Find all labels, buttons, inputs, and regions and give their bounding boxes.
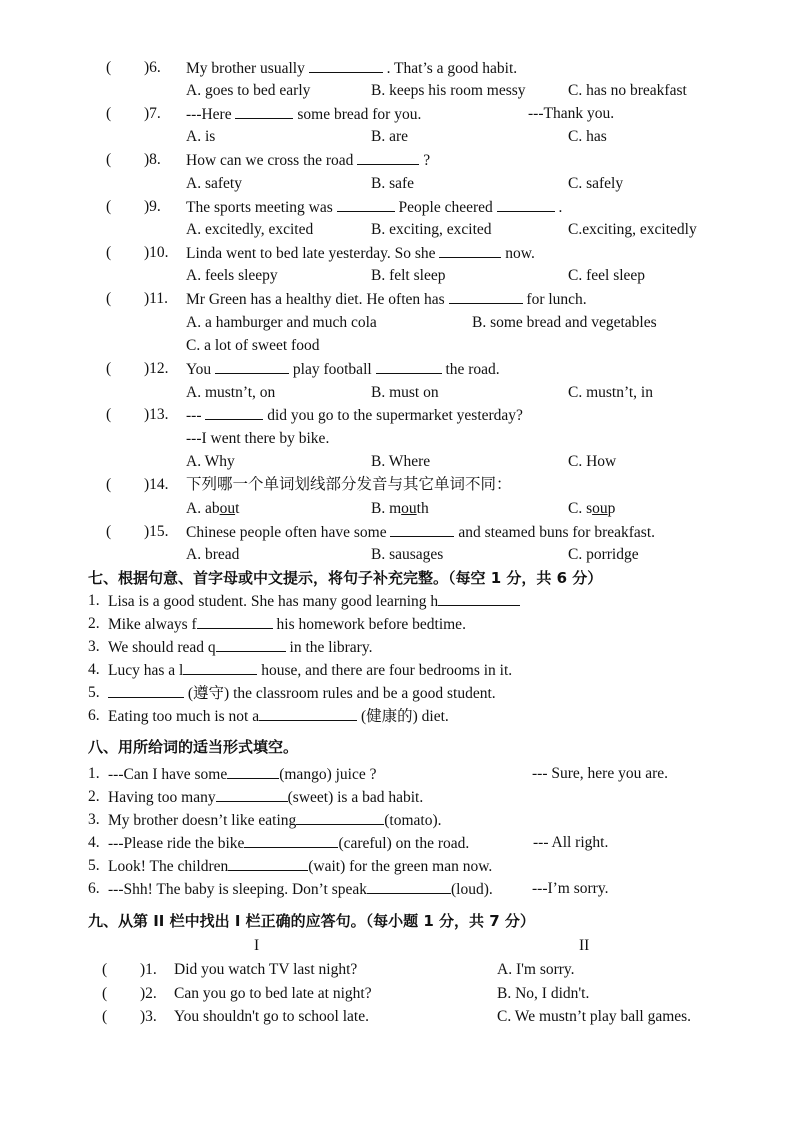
- option-text: A. ab: [186, 500, 220, 517]
- option-text: C.exciting, excitedly: [568, 221, 697, 238]
- sentence-text: Having too many: [108, 789, 216, 806]
- answer-bracket-open: [102, 984, 107, 1004]
- sentence-text: My brother doesn’t like eating: [108, 812, 297, 829]
- question-number-label: 2.: [145, 985, 157, 1002]
- question-stem: [186, 197, 562, 218]
- bracket-open: (: [106, 105, 112, 122]
- match-question: [174, 960, 357, 980]
- question-number: [144, 359, 169, 379]
- sentence-text: (careful) on the road.: [338, 835, 470, 852]
- item-number: 3.: [88, 811, 100, 828]
- question-number: [140, 1007, 157, 1027]
- answer-blank[interactable]: [259, 706, 357, 721]
- option-c[interactable]: [568, 266, 645, 286]
- option-text: B. m: [371, 500, 402, 517]
- option-text: th: [416, 500, 429, 517]
- fill-sentence: [108, 810, 442, 831]
- option-text: t: [235, 500, 240, 517]
- answer-bracket-open: [106, 522, 111, 542]
- answer-bracket-open: [106, 150, 111, 170]
- reply-text: ---I’m sorry.: [532, 880, 609, 897]
- option-text: A. mustn’t, on: [186, 384, 276, 401]
- stem-text: People cheered: [398, 199, 493, 216]
- option-c[interactable]: [568, 383, 653, 403]
- reply-text: --- All right.: [533, 834, 609, 851]
- question-number-label: 6.: [149, 59, 161, 76]
- sentence-text: in the library.: [289, 639, 373, 656]
- stem-text: .: [558, 199, 563, 216]
- question-number: [144, 289, 168, 309]
- answer-text: C. We mustn’t play ball games.: [497, 1008, 692, 1025]
- option-text: B. keeps his room messy: [371, 82, 526, 99]
- match-answer: [497, 984, 589, 1004]
- bracket-close: ): [144, 406, 150, 423]
- sentence-text: Mike always f: [108, 616, 197, 633]
- fill-sentence: [108, 683, 496, 704]
- answer-blank[interactable]: [216, 637, 286, 652]
- option-c[interactable]: [568, 545, 639, 565]
- reply-text: [533, 833, 608, 853]
- item-number: [88, 764, 100, 784]
- item-number: 2.: [88, 788, 100, 805]
- question-number-label: 7.: [149, 105, 161, 122]
- bracket-close: ): [144, 476, 150, 493]
- section-heading: [88, 737, 298, 757]
- option-c[interactable]: [568, 174, 623, 194]
- question-number-label: 12.: [149, 360, 169, 377]
- item-number: 4.: [88, 661, 100, 678]
- question-text: Did you watch TV last night?: [174, 961, 358, 978]
- answer-blank[interactable]: [309, 58, 383, 73]
- answer-blank[interactable]: [439, 243, 501, 258]
- bracket-open: (: [102, 985, 108, 1002]
- question-number: [140, 984, 157, 1004]
- question-number-label: 9.: [149, 198, 161, 215]
- item-number: [88, 637, 100, 657]
- question-number: [144, 197, 161, 217]
- option-b[interactable]: [472, 313, 657, 333]
- question-stem: [186, 289, 587, 310]
- bracket-open: (: [106, 406, 112, 423]
- sentence-text: house, and there are four bedrooms in it.: [261, 662, 513, 679]
- bracket-close: ): [140, 1008, 146, 1025]
- sentence-text: We should read q: [108, 639, 216, 656]
- fill-sentence: [108, 614, 466, 635]
- answer-bracket-open: [102, 1007, 107, 1027]
- option-b[interactable]: [371, 220, 492, 240]
- question-stem: [186, 104, 421, 125]
- answer-text: B. No, I didn't.: [497, 985, 590, 1002]
- answer-blank[interactable]: [235, 104, 293, 119]
- fill-sentence: [108, 833, 469, 854]
- option-b[interactable]: [371, 266, 445, 286]
- reply-text: [532, 879, 608, 899]
- option-text: A. Why: [186, 453, 235, 470]
- question-number: [144, 405, 169, 425]
- option-c[interactable]: [568, 499, 615, 519]
- bracket-open: (: [106, 360, 112, 377]
- option-b[interactable]: [371, 545, 443, 565]
- answer-blank[interactable]: [216, 787, 288, 802]
- option-text: p: [607, 500, 616, 517]
- question-number-label: 10.: [149, 244, 169, 261]
- option-a[interactable]: [186, 313, 377, 333]
- option-text: C. has no breakfast: [568, 82, 687, 99]
- stem-text: How can we cross the road: [186, 152, 354, 169]
- item-number: 1.: [88, 765, 100, 782]
- stem-text: for lunch.: [526, 291, 587, 308]
- answer-bracket-open: [106, 289, 111, 309]
- reply-text: ---Thank you.: [528, 105, 615, 122]
- stem-text: 下列哪一个单词划线部分发音与其它单词不同：: [186, 476, 512, 493]
- answer-blank[interactable]: [215, 359, 289, 374]
- section-heading: [88, 911, 535, 931]
- question-number-label: 13.: [149, 406, 169, 423]
- reply-text: --- Sure, here you are.: [532, 765, 668, 782]
- answer-bracket-open: [106, 475, 111, 495]
- question-reply: [186, 429, 329, 449]
- sentence-text: (tomato).: [384, 812, 442, 829]
- question-number: [144, 475, 169, 495]
- question-number: [144, 150, 161, 170]
- stem-text: . That’s a good habit.: [386, 60, 518, 77]
- answer-blank[interactable]: [337, 197, 395, 212]
- option-b[interactable]: [371, 499, 429, 519]
- option-a[interactable]: [186, 127, 215, 147]
- answer-blank[interactable]: [296, 810, 384, 825]
- question-number-label: 14.: [149, 476, 169, 493]
- bracket-open: (: [106, 151, 112, 168]
- item-number: [88, 879, 100, 899]
- item-number: [88, 810, 100, 830]
- item-number: [88, 833, 100, 853]
- option-c[interactable]: [568, 220, 697, 240]
- stem-text: did you go to the supermarket yesterday?: [267, 407, 523, 424]
- item-number: [88, 591, 100, 611]
- stem-text: the road.: [445, 361, 500, 378]
- sentence-text: (mango) juice ?: [279, 766, 377, 783]
- sentence-text: Look! The children: [108, 858, 229, 875]
- stem-text: You: [186, 361, 212, 378]
- bracket-close: ): [144, 105, 150, 122]
- option-text: B. must on: [371, 384, 439, 401]
- answer-blank[interactable]: [497, 197, 555, 212]
- sentence-text: Eating too much is not a: [108, 708, 260, 725]
- sentence-text: Lucy has a l: [108, 662, 184, 679]
- option-c[interactable]: [568, 127, 607, 147]
- question-number-label: 15.: [149, 523, 169, 540]
- option-text: A. excitedly, excited: [186, 221, 314, 238]
- option-text: C. has: [568, 128, 607, 145]
- option-b[interactable]: [371, 81, 526, 101]
- match-question: [174, 984, 372, 1004]
- option-a[interactable]: [186, 266, 278, 286]
- fill-sentence: [108, 706, 449, 727]
- option-text: C. mustn’t, in: [568, 384, 653, 401]
- answer-bracket-open: [106, 58, 111, 78]
- stem-text: ---: [186, 407, 202, 424]
- question-stem: [186, 150, 430, 171]
- sentence-text: (健康的) diet.: [360, 708, 449, 725]
- answer-blank[interactable]: [227, 764, 279, 779]
- option-text: C. How: [568, 453, 617, 470]
- item-number: [88, 683, 100, 703]
- question-number-label: 3.: [145, 1008, 157, 1025]
- sentence-text: ---Shh! The baby is sleeping. Don’t speak: [108, 881, 368, 898]
- answer-blank[interactable]: [108, 683, 184, 698]
- fill-sentence: [108, 856, 492, 877]
- item-number: 2.: [88, 615, 100, 632]
- fill-sentence: [108, 879, 493, 900]
- option-a[interactable]: [186, 452, 235, 472]
- answer-bracket-open: [106, 359, 111, 379]
- option-c[interactable]: [568, 81, 687, 101]
- option-text: C. porridge: [568, 546, 639, 563]
- reply-text: [532, 764, 668, 784]
- item-number: 6.: [88, 880, 100, 897]
- stem-text: ---Here: [186, 106, 232, 123]
- section-heading: [88, 568, 602, 588]
- option-a[interactable]: [186, 81, 310, 101]
- bracket-close: ): [144, 244, 150, 261]
- underlined-letters: ou: [401, 500, 417, 517]
- answer-bracket-open: [102, 960, 107, 980]
- question-stem: [186, 405, 523, 426]
- answer-blank[interactable]: [449, 289, 523, 304]
- answer-blank[interactable]: [228, 856, 308, 871]
- item-number: 1.: [88, 592, 100, 609]
- bracket-close: ): [144, 59, 150, 76]
- question-number: [144, 522, 169, 542]
- question-number: [144, 58, 161, 78]
- option-text: B. some bread and vegetables: [472, 314, 657, 331]
- option-a[interactable]: [186, 545, 239, 565]
- stem-text: Chinese people often have some: [186, 524, 387, 541]
- bracket-open: (: [106, 198, 112, 215]
- bracket-close: ): [144, 290, 150, 307]
- option-b[interactable]: [371, 452, 430, 472]
- item-number: 5.: [88, 857, 100, 874]
- option-text: A. is: [186, 128, 216, 145]
- column-header: II: [579, 937, 590, 954]
- answer-blank[interactable]: [357, 150, 419, 165]
- option-text: B. exciting, excited: [371, 221, 492, 238]
- option-b[interactable]: [371, 174, 414, 194]
- bracket-close: ): [144, 523, 150, 540]
- answer-bracket-open: [106, 243, 111, 263]
- stem-text: and steamed buns for breakfast.: [458, 524, 656, 541]
- section-title: 九、从第 II 栏中找出 I 栏正确的应答句。（每小题 1 分，共 7 分）: [88, 912, 535, 930]
- item-number: [88, 787, 100, 807]
- option-text: C. safely: [568, 175, 624, 192]
- option-text: A. safety: [186, 175, 242, 192]
- fill-sentence: [108, 787, 423, 808]
- option-text: A. feels sleepy: [186, 267, 278, 284]
- question-stem: [186, 359, 500, 380]
- column-header-ii: [579, 936, 589, 956]
- question-number: [140, 960, 157, 980]
- fill-sentence: [108, 637, 372, 658]
- sentence-text: Lisa is a good student. She has many good learning h: [108, 593, 439, 610]
- stem-text: play football: [292, 361, 372, 378]
- stem-text: Mr Green has a healthy diet. He often has: [186, 291, 445, 308]
- match-answer: [497, 1007, 691, 1027]
- sentence-text: ---Can I have some: [108, 766, 228, 783]
- sentence-text: his homework before bedtime.: [276, 616, 466, 633]
- answer-blank[interactable]: [367, 879, 451, 894]
- option-a[interactable]: [186, 499, 239, 519]
- question-number: [144, 243, 169, 263]
- answer-bracket-open: [106, 104, 111, 124]
- option-b[interactable]: [371, 127, 408, 147]
- bracket-open: (: [106, 523, 112, 540]
- match-question: [174, 1007, 369, 1027]
- option-text: A. a hamburger and much cola: [186, 314, 377, 331]
- stem-text: some bread for you.: [297, 106, 422, 123]
- option-b[interactable]: [371, 383, 439, 403]
- question-stem: [186, 475, 512, 495]
- item-number: [88, 856, 100, 876]
- item-number: [88, 614, 100, 634]
- stem-text: The sports meeting was: [186, 199, 333, 216]
- option-a[interactable]: [186, 383, 275, 403]
- question-number: [144, 104, 161, 124]
- option-c[interactable]: [186, 336, 319, 356]
- section-title: 七、根据句意、首字母或中文提示，将句子补充完整。（每空 1 分，共 6 分）: [88, 569, 603, 587]
- item-number: 5.: [88, 684, 100, 701]
- option-text: B. sausages: [371, 546, 444, 563]
- sentence-text: (sweet) is a bad habit.: [287, 789, 424, 806]
- fill-sentence: [108, 764, 376, 785]
- option-text: B. Where: [371, 453, 431, 470]
- question-number-label: 1.: [145, 961, 157, 978]
- reply-text: [528, 104, 614, 124]
- stem-text: ?: [423, 152, 431, 169]
- option-text: C. a lot of sweet food: [186, 337, 320, 354]
- stem-text: My brother usually: [186, 60, 305, 77]
- bracket-close: ): [140, 985, 146, 1002]
- answer-blank[interactable]: [390, 522, 454, 537]
- bracket-open: (: [106, 290, 112, 307]
- match-answer: [497, 960, 575, 980]
- bracket-open: (: [106, 476, 112, 493]
- underlined-letters: ou: [592, 500, 608, 517]
- column-header: I: [254, 937, 260, 954]
- item-number: [88, 660, 100, 680]
- question-text: Can you go to bed late at night?: [174, 985, 372, 1002]
- option-c[interactable]: [568, 452, 616, 472]
- question-text: You shouldn't go to school late.: [174, 1008, 369, 1025]
- option-text: A. bread: [186, 546, 240, 563]
- fill-sentence: [108, 591, 520, 612]
- option-text: B. safe: [371, 175, 415, 192]
- fill-sentence: [108, 660, 512, 681]
- sentence-text: ---Please ride the bike: [108, 835, 245, 852]
- answer-bracket-open: [106, 197, 111, 217]
- reply-text: ---I went there by bike.: [186, 430, 330, 447]
- answer-blank[interactable]: [183, 660, 257, 675]
- bracket-open: (: [106, 244, 112, 261]
- bracket-close: ): [144, 151, 150, 168]
- option-text: C. s: [568, 500, 593, 517]
- answer-blank[interactable]: [438, 591, 520, 606]
- answer-blank[interactable]: [376, 359, 442, 374]
- option-text: C. feel sleep: [568, 267, 646, 284]
- answer-blank[interactable]: [244, 833, 338, 848]
- bracket-close: ): [144, 198, 150, 215]
- answer-blank[interactable]: [197, 614, 273, 629]
- sentence-text: (loud).: [451, 881, 493, 898]
- item-number: 6.: [88, 707, 100, 724]
- option-text: B. felt sleep: [371, 267, 446, 284]
- question-stem: [186, 522, 655, 543]
- item-number: 3.: [88, 638, 100, 655]
- bracket-close: ): [140, 961, 146, 978]
- option-a[interactable]: [186, 220, 313, 240]
- sentence-text: (wait) for the green man now.: [308, 858, 493, 875]
- bracket-close: ): [144, 360, 150, 377]
- option-a[interactable]: [186, 174, 242, 194]
- question-number-label: 8.: [149, 151, 161, 168]
- underlined-letters: ou: [219, 500, 236, 517]
- answer-bracket-open: [106, 405, 111, 425]
- stem-text: now.: [505, 245, 535, 262]
- column-header-i: [254, 936, 259, 956]
- stem-text: Linda went to bed late yesterday. So she: [186, 245, 436, 262]
- answer-blank[interactable]: [205, 405, 263, 420]
- question-stem: [186, 58, 517, 79]
- option-text: B. are: [371, 128, 409, 145]
- answer-text: A. I'm sorry.: [497, 961, 575, 978]
- item-number: 4.: [88, 834, 100, 851]
- question-number-label: 11.: [149, 290, 168, 307]
- bracket-open: (: [102, 961, 108, 978]
- bracket-open: (: [106, 59, 112, 76]
- bracket-open: (: [102, 1008, 108, 1025]
- item-number: [88, 706, 100, 726]
- option-text: A. goes to bed early: [186, 82, 311, 99]
- sentence-text: (遵守) the classroom rules and be a good student.: [187, 685, 496, 702]
- section-title: 八、用所给词的适当形式填空。: [88, 738, 299, 756]
- question-stem: [186, 243, 535, 264]
